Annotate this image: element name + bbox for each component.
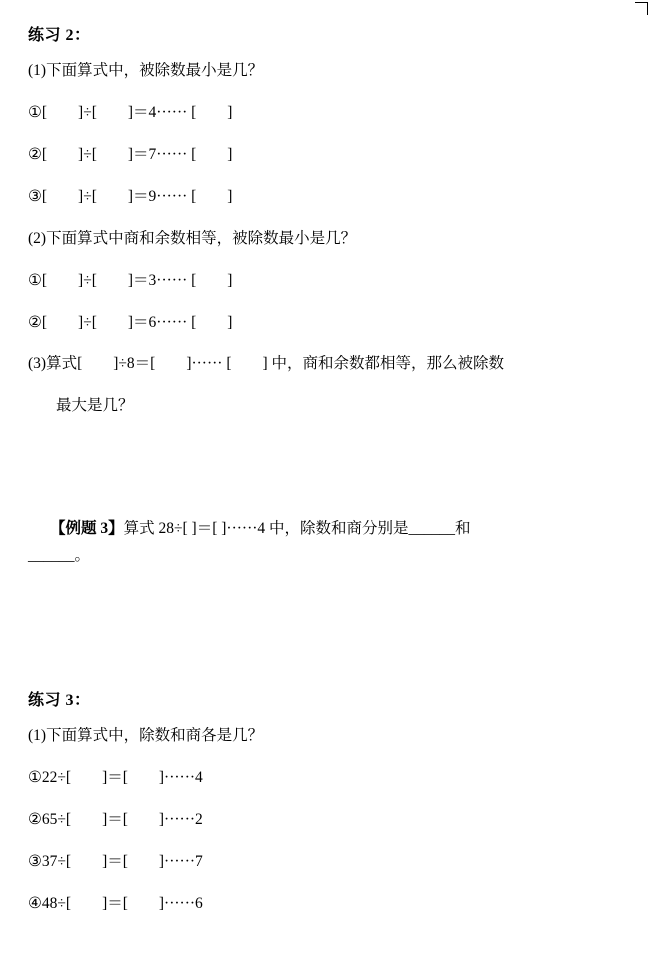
example-3-block bbox=[28, 516, 626, 569]
exercise-3-item-4: ④48÷[ ]＝[ ]······6 bbox=[28, 894, 203, 912]
exercise-3-item-2: ②65÷[ ]＝[ ]······2 bbox=[28, 810, 203, 828]
corner-crop-mark bbox=[635, 2, 648, 15]
example-3-line-2: ______。 bbox=[28, 546, 91, 564]
blank-work-area-2 bbox=[28, 593, 626, 679]
question-2-item-1: ①[ ]÷[ ]＝3······ [ ] bbox=[28, 271, 233, 289]
question-1-item-3: ③[ ]÷[ ]＝9······ [ ] bbox=[28, 187, 233, 205]
question-3-prompt-line-1: (3)算式[ ]÷8＝[ ]······ [ ] 中，商和余数都相等，那么被除数 bbox=[28, 355, 505, 373]
example-3-label: 【例题 3】 bbox=[50, 520, 124, 538]
example-3-line-1: 算式 28÷[ ]＝[ ]······4 中，除数和商分别是______和 bbox=[123, 520, 471, 538]
question-3-prompt-line-2: 最大是几？ bbox=[56, 397, 134, 415]
blank-work-area-1 bbox=[28, 438, 626, 516]
exercise-3-item-1: ①22÷[ ]＝[ ]······4 bbox=[28, 768, 203, 786]
question-1-item-1: ①[ ]÷[ ]＝4······ [ ] bbox=[28, 103, 233, 121]
section-heading-exercise-3: 练习 3： bbox=[28, 691, 91, 709]
exercise-3-prompt: (1)下面算式中，除数和商各是几？ bbox=[28, 726, 264, 744]
question-1-prompt: (1)下面算式中，被除数最小是几？ bbox=[28, 62, 264, 79]
exercise-3-item-3: ③37÷[ ]＝[ ]······7 bbox=[28, 852, 203, 870]
question-1-item-2: ②[ ]÷[ ]＝7······ [ ] bbox=[28, 145, 233, 163]
question-2-prompt: (2)下面算式中商和余数相等，被除数最小是几？ bbox=[28, 229, 357, 247]
section-heading-exercise-2: 练习 2： bbox=[28, 27, 91, 44]
question-2-item-2: ②[ ]÷[ ]＝6······ [ ] bbox=[28, 313, 233, 331]
